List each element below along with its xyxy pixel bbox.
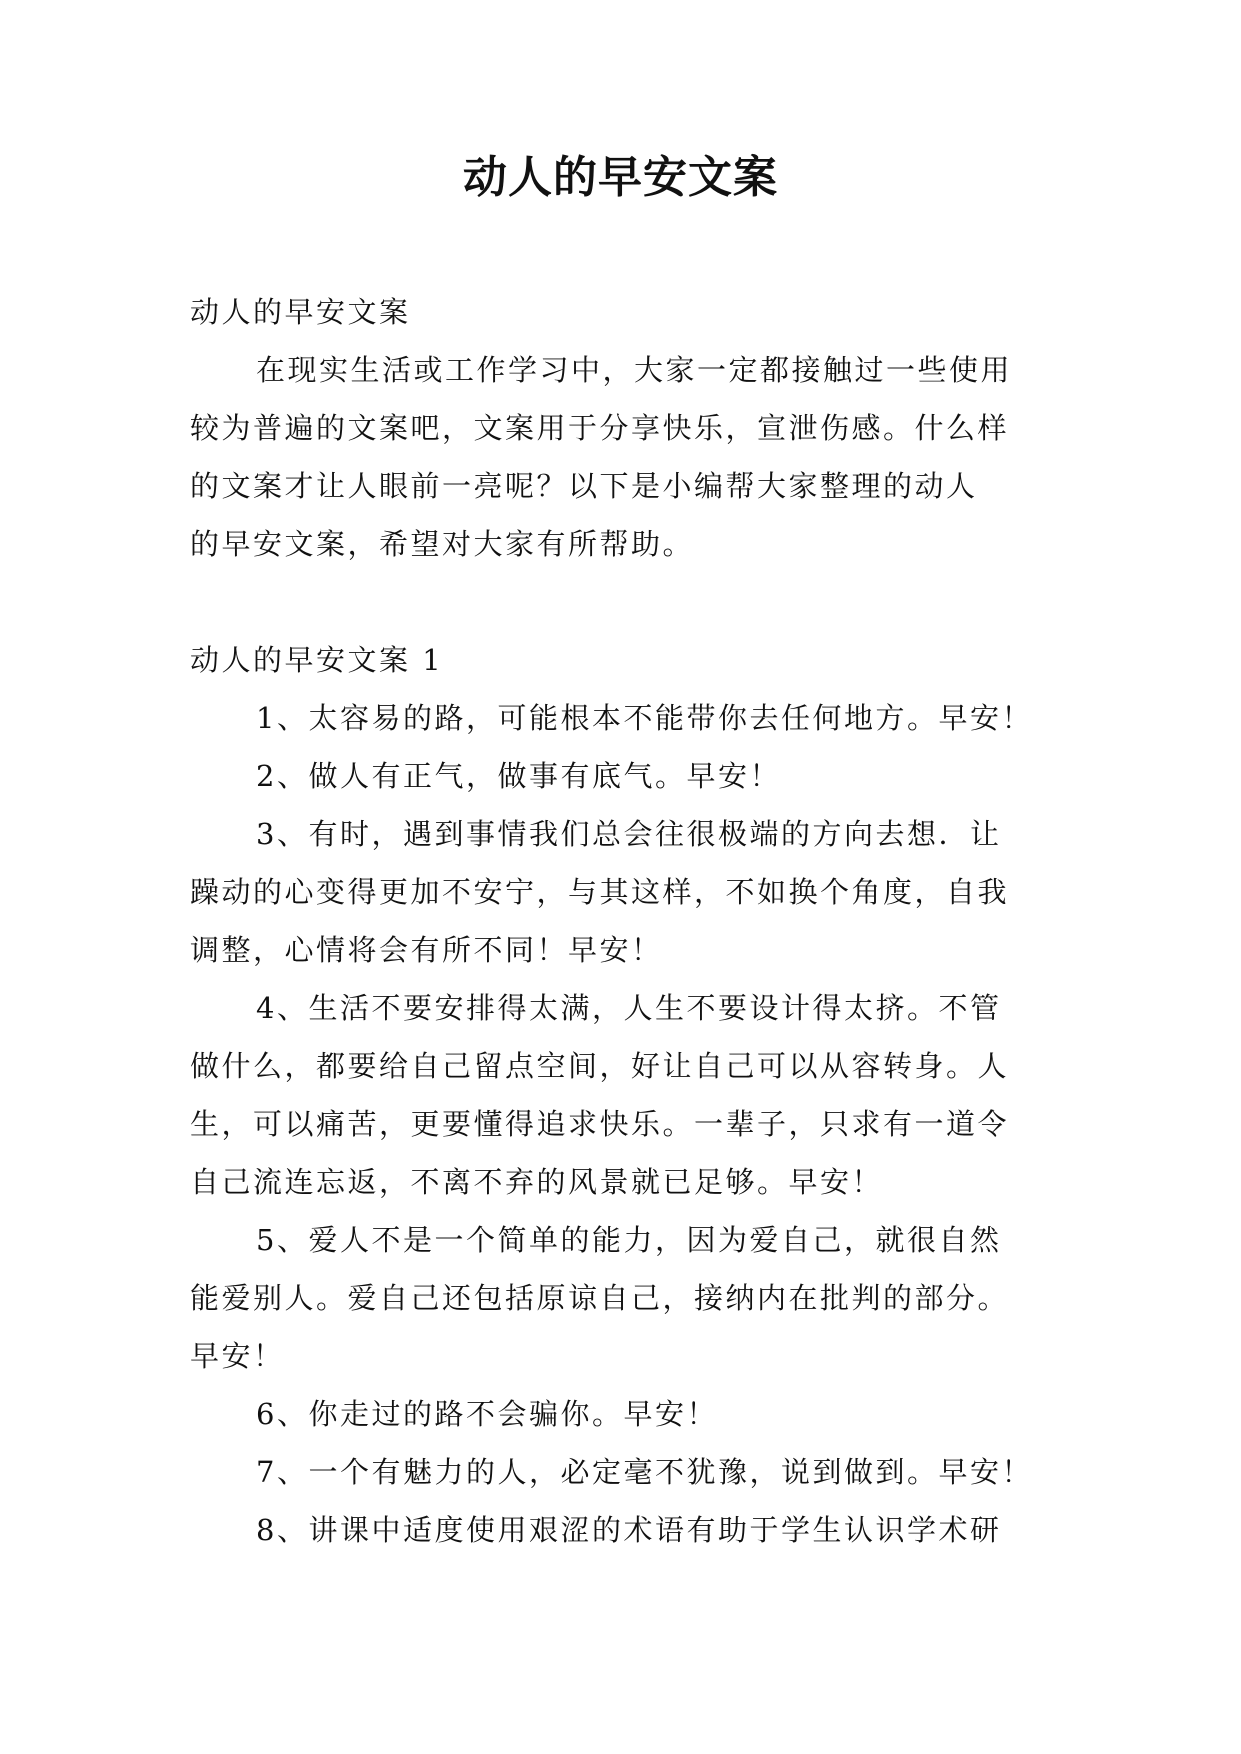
list-item: 6、你走过的路不会骗你。早安！ — [256, 1397, 718, 1431]
list-item: 3、有时，遇到事情我们总会往很极端的方向去想．让 — [256, 817, 1002, 851]
section-heading: 动人的早安文案 1 — [190, 643, 444, 677]
document-subtitle: 动人的早安文案 — [190, 295, 411, 329]
list-item-continuation: 自己流连忘返，不离不弃的风景就已足够。早安！ — [190, 1165, 884, 1199]
document-body — [190, 283, 1070, 1559]
list-item-continuation: 调整，心情将会有所不同！早安！ — [190, 933, 663, 967]
list-item-continuation: 能爱别人。爱自己还包括原谅自己，接纳内在批判的部分。 — [190, 1281, 1010, 1315]
intro-line: 较为普遍的文案吧，文案用于分享快乐，宣泄伤感。什么样 — [190, 411, 1010, 445]
intro-line: 的早安文案，希望对大家有所帮助。 — [190, 527, 695, 561]
list-item-continuation: 早安！ — [190, 1339, 285, 1373]
paragraph-spacer — [190, 573, 1070, 631]
list-item: 2、做人有正气，做事有底气。早安！ — [256, 759, 781, 793]
list-item: 7、一个有魅力的人，必定毫不犹豫，说到做到。早安！ — [256, 1455, 1033, 1489]
list-item: 4、生活不要安排得太满，人生不要设计得太挤。不管 — [256, 991, 1002, 1025]
list-item: 5、爱人不是一个简单的能力，因为爱自己，就很自然 — [256, 1223, 1002, 1257]
intro-line: 的文案才让人眼前一亮呢？以下是小编帮大家整理的动人 — [190, 469, 978, 503]
list-item-continuation: 做什么，都要给自己留点空间，好让自己可以从容转身。人 — [190, 1049, 1010, 1083]
intro-line: 在现实生活或工作学习中，大家一定都接触过一些使用 — [256, 353, 1013, 387]
list-item: 1、太容易的路，可能根本不能带你去任何地方。早安！ — [256, 701, 1033, 735]
list-item: 8、讲课中适度使用艰涩的术语有助于学生认识学术研 — [256, 1513, 1002, 1547]
list-item-continuation: 躁动的心变得更加不安宁，与其这样，不如换个角度，自我 — [190, 875, 1010, 909]
list-item-continuation: 生，可以痛苦，更要懂得追求快乐。一辈子，只求有一道令 — [190, 1107, 1010, 1141]
document-title: 动人的早安文案 — [463, 152, 778, 203]
